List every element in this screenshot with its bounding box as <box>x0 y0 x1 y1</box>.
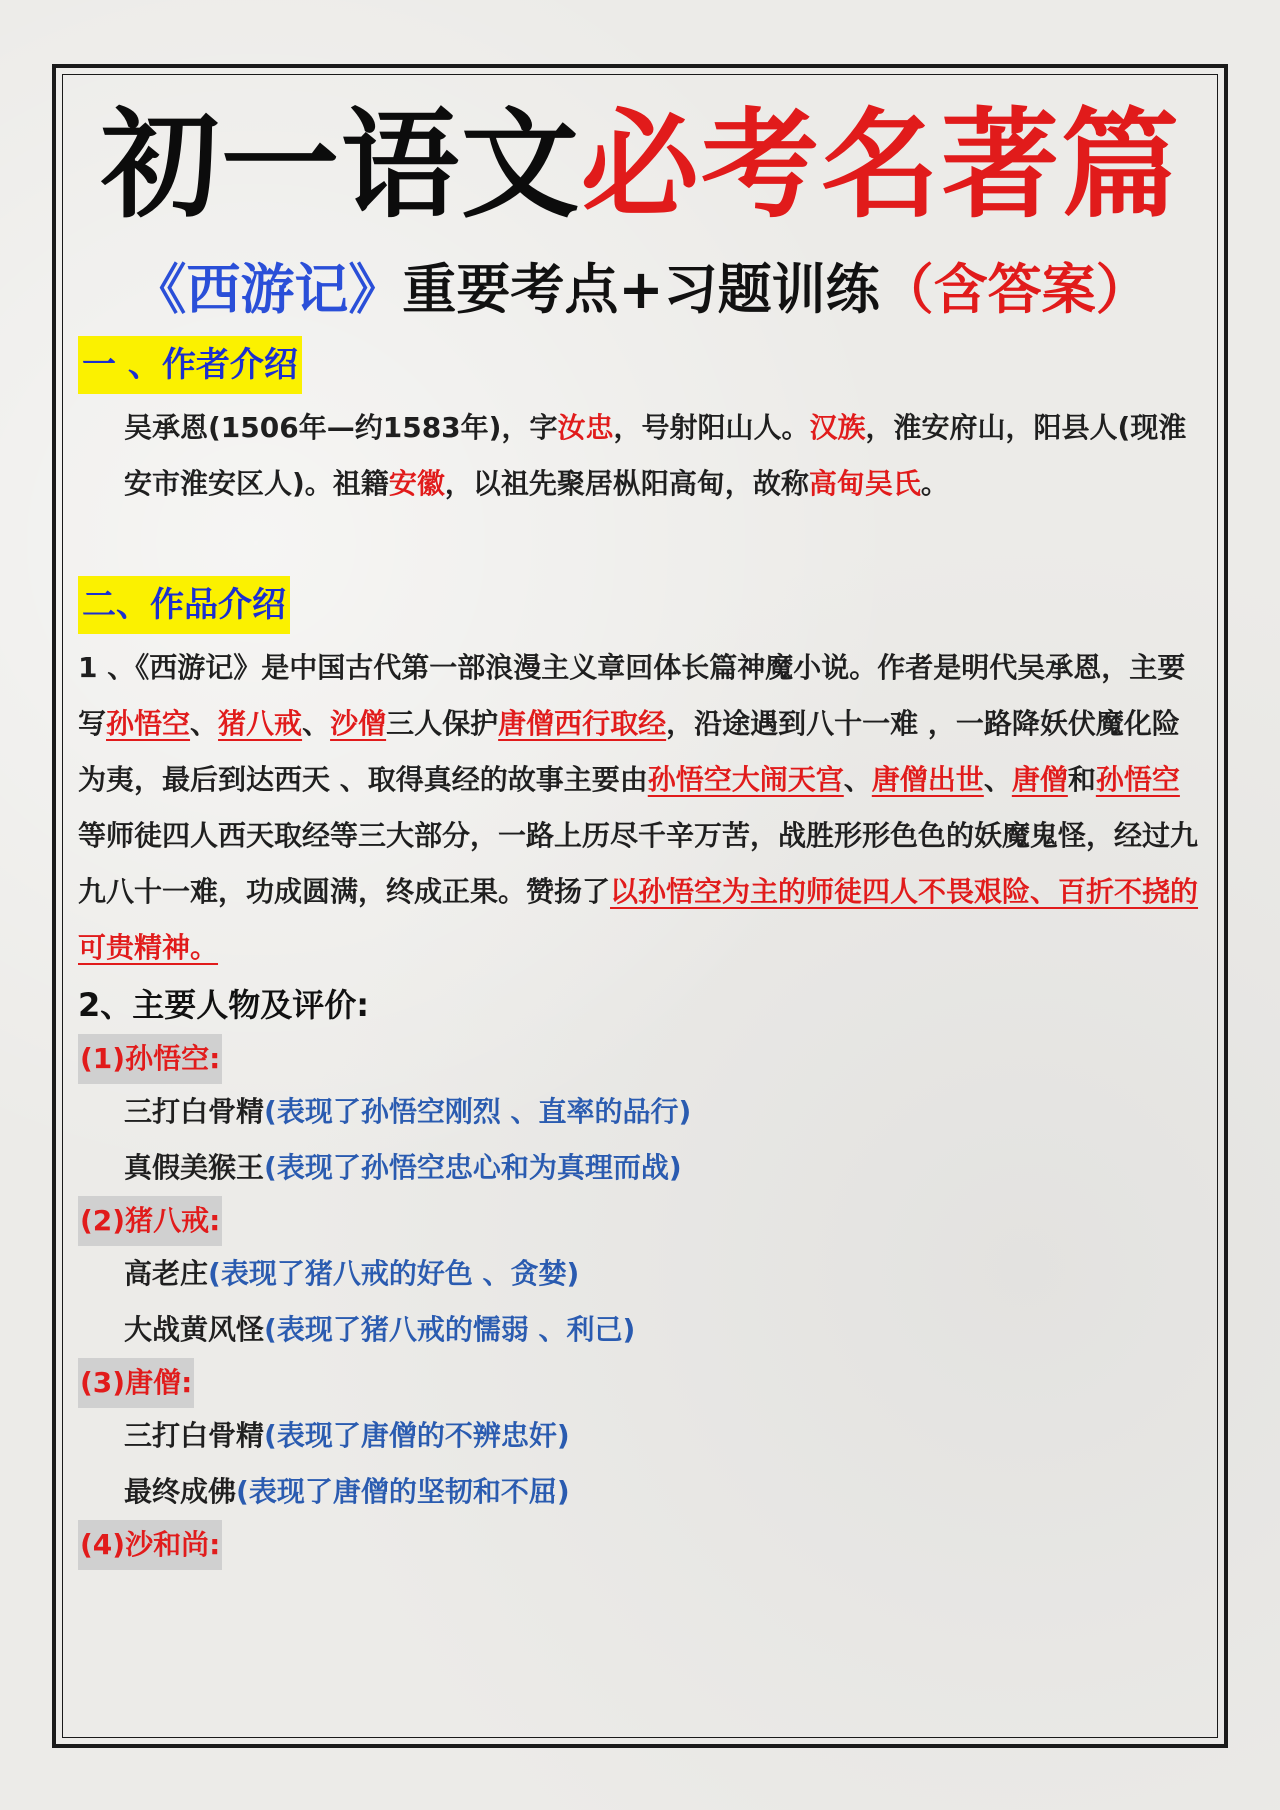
text: 1 、《西游记》是中国古代第一部浪漫主义章回体长篇神魔小说。作者是明代吴承恩，主要写 <box>78 651 1186 740</box>
highlight: 孙悟空 <box>106 707 191 740</box>
page-subtitle <box>78 250 1204 330</box>
character-name: (3)唐僧: <box>78 1358 194 1408</box>
subtitle-answer: （含答案） <box>879 258 1150 321</box>
characters-heading: 2、主要人物及评价: <box>78 986 370 1024</box>
section-author-heading: 一 、作者介绍 <box>78 336 302 394</box>
text: 和 <box>1067 763 1096 796</box>
character-row <box>78 1084 1204 1140</box>
highlight: 以孙悟空为主的师徒四人不畏艰险、百折不挠的可贵精神。 <box>78 875 1199 964</box>
evaluation: (表现了孙悟空刚烈 、直率的品行) <box>264 1095 692 1128</box>
title-black: 初一语文 <box>100 96 581 234</box>
section-work-heading: 二、作品介绍 <box>78 576 290 634</box>
event: 三打白骨精 <box>124 1095 265 1128</box>
work-paragraph <box>78 640 1204 976</box>
highlight: 唐僧 <box>1011 763 1068 796</box>
character-4 <box>78 1520 1204 1570</box>
character-row <box>78 1302 1204 1358</box>
character-2 <box>78 1196 1204 1358</box>
text: 、 <box>983 763 1012 796</box>
event: 最终成佛 <box>124 1475 237 1508</box>
highlight: 沙僧 <box>330 707 387 740</box>
page-title <box>78 90 1204 240</box>
event: 真假美猴王 <box>124 1151 265 1184</box>
text: 、 <box>190 707 219 740</box>
text: ，号射阳山人。 <box>613 411 810 444</box>
text: ，以祖先聚居枞阳高甸，故称 <box>444 467 809 500</box>
highlight: 孙悟空 <box>1095 763 1180 796</box>
event: 三打白骨精 <box>124 1419 265 1452</box>
text: 、 <box>843 763 872 796</box>
character-3 <box>78 1358 1204 1520</box>
text: ，沿途遇到八十一难 ，一路降妖伏魔化险为夷，最后到达西天 、取得真经的故事主要由 <box>78 707 1180 796</box>
author-paragraph <box>78 400 1204 512</box>
subtitle-book: 《西游记》 <box>132 258 403 321</box>
highlight: 唐僧出世 <box>871 763 984 796</box>
highlight: 汉族 <box>809 411 866 444</box>
highlight: 高甸吴氏 <box>808 467 921 500</box>
character-row <box>78 1246 1204 1302</box>
section-author <box>78 336 1204 512</box>
character-row <box>78 1408 1204 1464</box>
text: ，淮安府山，阳县人(现淮安市淮安区人)。祖籍 <box>124 411 1187 500</box>
highlight: 唐僧西行取经 <box>498 707 667 740</box>
evaluation: (表现了唐僧的坚韧和不屈) <box>236 1475 570 1508</box>
evaluation: (表现了猪八戒的好色 、贪婪) <box>208 1257 580 1290</box>
text: 吴承恩(1506年—约1583年)，字 <box>124 411 558 444</box>
character-1 <box>78 1034 1204 1196</box>
document-body <box>78 90 1204 1720</box>
section-work <box>78 576 1204 1570</box>
character-name: (1)孙悟空: <box>78 1034 222 1084</box>
highlight: 安徽 <box>388 467 445 500</box>
event: 高老庄 <box>124 1257 209 1290</box>
character-name: (4)沙和尚: <box>78 1520 222 1570</box>
highlight: 孙悟空大闹天宫 <box>647 763 844 796</box>
text: 三人保护 <box>386 707 499 740</box>
evaluation: (表现了唐僧的不辨忠奸) <box>264 1419 570 1452</box>
text: 、 <box>302 707 331 740</box>
character-row <box>78 1464 1204 1520</box>
highlight: 猪八戒 <box>218 707 303 740</box>
text: 。 <box>920 467 949 500</box>
evaluation: (表现了孙悟空忠心和为真理而战) <box>264 1151 682 1184</box>
text: 等师徒四人西天取经等三大部分，一路上历尽千辛万苦，战胜形形色色的妖魔鬼怪，经过九九八十一难，功成圆满，终成正果。赞扬了 <box>78 819 1199 908</box>
character-name: (2)猪八戒: <box>78 1196 222 1246</box>
subtitle-main: 重要考点+习题训练 <box>402 258 880 321</box>
title-red: 必考名著篇 <box>581 96 1182 234</box>
highlight: 汝忠 <box>557 411 614 444</box>
event: 大战黄风怪 <box>124 1313 265 1346</box>
character-row <box>78 1140 1204 1196</box>
evaluation: (表现了猪八戒的懦弱 、利己) <box>264 1313 636 1346</box>
